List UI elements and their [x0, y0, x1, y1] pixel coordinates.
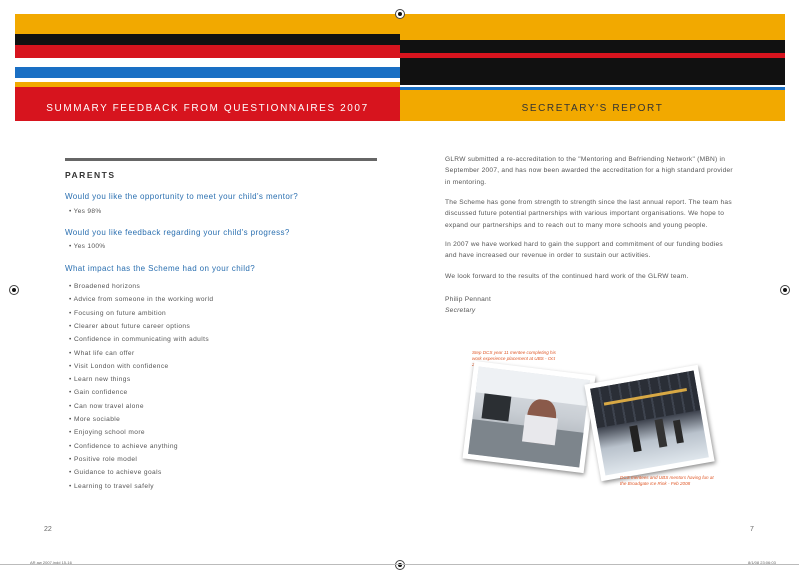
question-2: Would you like feedback regarding your child's progress? [65, 228, 290, 237]
impact-list-item: • Broadened horizons [69, 283, 141, 290]
impact-list-item: • Confidence in communicating with adults [69, 336, 210, 344]
impact-list-item: • Learn new things [69, 376, 131, 384]
slug-left: AR aw 2007.indd 15-16 [30, 560, 72, 565]
right-banner-title: SECRETARY'S REPORT [521, 103, 664, 114]
registration-mark-left [9, 285, 19, 295]
skater-2 [654, 419, 667, 448]
impact-list-item: • More sociable [69, 416, 121, 423]
left-stripe-red [15, 45, 400, 58]
answer-2: • Yes 100% [69, 243, 106, 250]
skater-1 [629, 425, 642, 452]
slug-right: 8/1/08 23:06:03 [748, 560, 776, 565]
impact-list-item: • Positive role model [69, 455, 138, 463]
left-stripe-blue [15, 67, 400, 78]
right-stripe-orange [400, 14, 785, 40]
impact-list-item: • Guidance to achieve goals [69, 469, 162, 477]
impact-list-item: • Advice from someone in the working world [69, 296, 214, 304]
photo-caption-bottom: DCS mentees and UBS mentors having fun at the Broadgate Ice Rink - Feb 2008 [620, 475, 714, 486]
photo-ice-rink-image [590, 371, 709, 476]
signature-name: Philip Pennant [445, 296, 492, 303]
registration-mark-bottom [395, 560, 405, 570]
impact-list-item: • Clearer about future career options [69, 322, 191, 330]
photo-office-image [468, 367, 590, 468]
left-banner-title: SUMMARY FEEDBACK FROM QUESTIONNAIRES 2007 [46, 103, 369, 114]
impact-list-item: • What life can offer [69, 349, 135, 357]
question-1: Would you like the opportunity to meet your child's mentor? [65, 192, 299, 201]
office-person-shirt [522, 415, 559, 445]
crop-line-bottom [0, 564, 799, 565]
impact-list-item: • Gain confidence [69, 389, 128, 397]
right-stripe-black [400, 40, 785, 53]
impact-list-item: • Focusing on future ambition [69, 309, 167, 317]
registration-mark-top [395, 9, 405, 19]
signature-role: Secretary [445, 307, 476, 314]
registration-mark-right [780, 285, 790, 295]
answer-1: • Yes 98% [69, 208, 102, 215]
rink-building [590, 371, 700, 428]
paragraph-4: We look forward to the results of the continued hard work of the GLRW team. [445, 273, 689, 280]
impact-list-item: • Visit London with confidence [69, 362, 169, 370]
impact-list-item: • Can now travel alone [69, 402, 144, 410]
question-3: What impact has the Scheme had on your child? [65, 264, 256, 273]
left-stripe-orange [15, 14, 400, 34]
paragraph-3: In 2007 we have worked hard to gain the support and commitment of our funding bodies and have increased our revenue in order to sustain our activities. [445, 241, 723, 260]
impact-list-item: • Confidence to achieve anything [69, 442, 178, 450]
right-stripe-black-wide [400, 58, 785, 85]
photo-office [462, 361, 595, 473]
impact-list-item: • Learning to travel safely [69, 482, 154, 490]
left-stripe-black [15, 34, 400, 45]
paragraph-2: The Scheme has gone from strength to strength since the last annual report. The team has discussed future potential partnerships with various important organisations. We hope to expand our partnerships and to reach out to many more schools and young people. [445, 199, 732, 229]
impact-list-item: • Enjoying school more [69, 429, 145, 437]
office-monitor [481, 394, 511, 422]
section-heading: PARENTS [65, 170, 116, 180]
photo-caption-top: Step DCS year 11 mentee completing his work experience placement at UBS - Oct [472, 350, 556, 361]
paragraph-1: GLRW submitted a re-accreditation to the "Mentoring and Befriending Network" (MBN) in September 2007, and has now been awarded the accreditation for a high standard provider in mentoring. [445, 156, 733, 186]
section-rule [65, 158, 377, 161]
left-page-number: 22 [44, 526, 52, 533]
photo-ice-rink [584, 365, 714, 481]
skater-3 [673, 419, 684, 443]
right-page-number: 7 [750, 526, 754, 533]
